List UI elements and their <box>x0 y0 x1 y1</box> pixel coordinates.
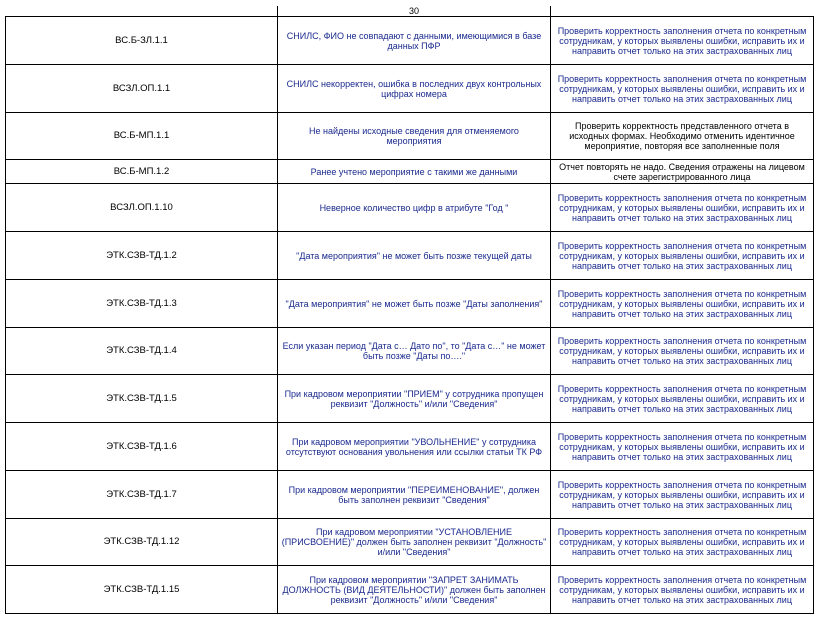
recommended-action: Проверить корректность представленного отчета в исходных формах. Необходимо отменить идентичное мероприятие, повторяя все заполненные поля <box>551 113 814 160</box>
table-row <box>6 566 814 614</box>
recommended-action: Проверить корректность заполнения отчета по конкретным сотрудникам, у которых выявлены ошибки, исправить их и направить отчет только на этих застрахованных лиц <box>551 184 814 232</box>
table-row <box>6 519 814 566</box>
table-row <box>6 375 814 423</box>
error-description: При кадровом мероприятии "ПРИЕМ" у сотрудника пропущен реквизит "Должность" и/или "Сведения" <box>278 375 551 423</box>
error-code: ЭТК.СЗВ-ТД.1.12 <box>6 519 278 566</box>
error-code: ВС.Б-ЗЛ.1.1 <box>6 17 278 65</box>
error-description: Ранее учтено мероприятие с такими же данными <box>278 160 551 184</box>
error-description: "Дата мероприятия" не может быть позже текущей даты <box>278 232 551 280</box>
recommended-action: Проверить корректность заполнения отчета по конкретным сотрудникам, у которых выявлены ошибки, исправить их и направить отчет только на этих застрахованных лиц <box>551 280 814 328</box>
table-row <box>6 280 814 328</box>
table-row <box>6 160 814 184</box>
error-description: Не найдены исходные сведения для отменяемого мероприятия <box>278 113 551 160</box>
page-number: 30 <box>278 6 551 17</box>
recommended-action: Проверить корректность заполнения отчета по конкретным сотрудникам, у которых выявлены ошибки, исправить их и направить отчет только на этих застрахованных лиц <box>551 65 814 113</box>
table-row <box>6 17 814 65</box>
table-row <box>6 232 814 280</box>
error-code: ЭТК.СЗВ-ТД.1.4 <box>6 328 278 375</box>
error-description: "Дата мероприятия" не может быть позже "Даты заполнения" <box>278 280 551 328</box>
table-row <box>6 471 814 519</box>
page-number-row <box>6 6 814 17</box>
error-code: ЭТК.СЗВ-ТД.1.6 <box>6 423 278 471</box>
error-code: ЭТК.СЗВ-ТД.1.5 <box>6 375 278 423</box>
error-codes-table <box>5 6 814 614</box>
header-blank-cell <box>6 6 278 17</box>
table-row <box>6 184 814 232</box>
recommended-action: Проверить корректность заполнения отчета по конкретным сотрудникам, у которых выявлены ошибки, исправить их и направить отчет только на этих застрахованных лиц <box>551 423 814 471</box>
error-description: При кадровом мероприятии "ЗАПРЕТ ЗАНИМАТЬ ДОЛЖНОСТЬ (ВИД ДЕЯТЕЛЬНОСТИ)" должен быть заполнен реквизит "Должность" и/или "Сведения" <box>278 566 551 614</box>
recommended-action: Проверить корректность заполнения отчета по конкретным сотрудникам, у которых выявлены ошибки, исправить их и направить отчет только на этих застрахованных лиц <box>551 566 814 614</box>
recommended-action: Проверить корректность заполнения отчета по конкретным сотрудникам, у которых выявлены ошибки, исправить их и направить отчет только на этих застрахованных лиц <box>551 519 814 566</box>
error-code: ВС.Б-МП.1.1 <box>6 113 278 160</box>
error-description: Если указан период "Дата с… Дато по", то "Дата с…" не может быть позже "Даты по…." <box>278 328 551 375</box>
error-code: ЭТК.СЗВ-ТД.1.15 <box>6 566 278 614</box>
recommended-action: Проверить корректность заполнения отчета по конкретным сотрудникам, у которых выявлены ошибки, исправить их и направить отчет только на этих застрахованных лиц <box>551 328 814 375</box>
error-code: ВС.Б-МП.1.2 <box>6 160 278 184</box>
table-row <box>6 423 814 471</box>
error-code: ЭТК.СЗВ-ТД.1.7 <box>6 471 278 519</box>
header-blank-cell <box>551 6 814 17</box>
error-code: ЭТК.СЗВ-ТД.1.2 <box>6 232 278 280</box>
error-code: ВСЗЛ.ОП.1.10 <box>6 184 278 232</box>
recommended-action: Проверить корректность заполнения отчета по конкретным сотрудникам, у которых выявлены ошибки, исправить их и направить отчет только на этих застрахованных лиц <box>551 471 814 519</box>
error-description: СНИЛС некорректен, ошибка в последних двух контрольных цифрах номера <box>278 65 551 113</box>
error-description: При кадровом мероприятии "УСТАНОВЛЕНИЕ (ПРИСВОЕНИЕ)" должен быть заполнен реквизит "Должность" и/или "Сведения" <box>278 519 551 566</box>
error-description: При кадровом мероприятии "УВОЛЬНЕНИЕ" у сотрудника отсутствуют основания увольнения или ссылки статьи ТК РФ <box>278 423 551 471</box>
error-description: При кадровом мероприятии "ПЕРЕИМЕНОВАНИЕ", должен быть заполнен реквизит "Сведения" <box>278 471 551 519</box>
table-row <box>6 328 814 375</box>
recommended-action: Отчет повторять не надо. Сведения отражены на лицевом счете зарегистрированного лица <box>551 160 814 184</box>
error-description: Неверное количество цифр в атрибуте "Год " <box>278 184 551 232</box>
table-row <box>6 113 814 160</box>
recommended-action: Проверить корректность заполнения отчета по конкретным сотрудникам, у которых выявлены ошибки, исправить их и направить отчет только на этих застрахованных лиц <box>551 375 814 423</box>
error-code: ЭТК.СЗВ-ТД.1.3 <box>6 280 278 328</box>
recommended-action: Проверить корректность заполнения отчета по конкретным сотрудникам, у которых выявлены ошибки, исправить их и направить отчет только на этих застрахованных лиц <box>551 17 814 65</box>
table-row <box>6 65 814 113</box>
error-description: СНИЛС, ФИО не совпадают с данными, имеющимися в базе данных ПФР <box>278 17 551 65</box>
error-code: ВСЗЛ.ОП.1.1 <box>6 65 278 113</box>
recommended-action: Проверить корректность заполнения отчета по конкретным сотрудникам, у которых выявлены ошибки, исправить их и направить отчет только на этих застрахованных лиц <box>551 232 814 280</box>
